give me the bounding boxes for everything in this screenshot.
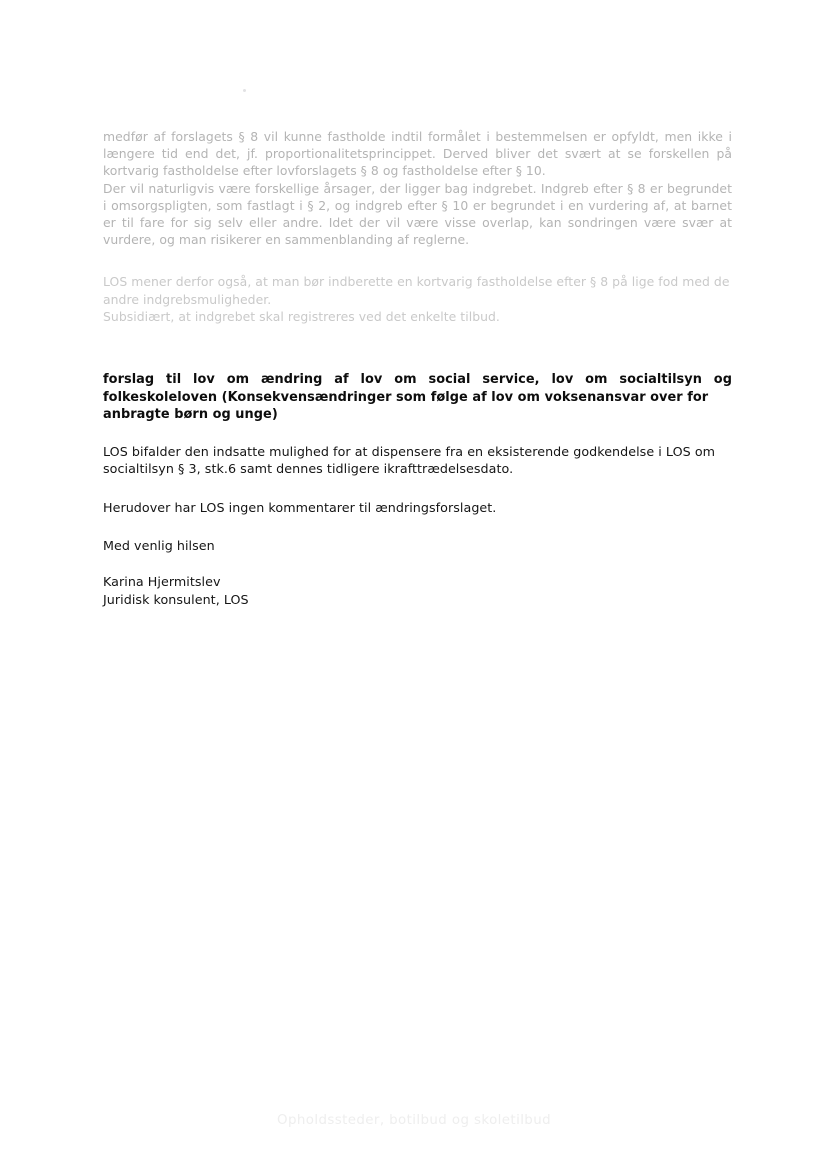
faded-paragraph-group-2 — [103, 273, 732, 325]
vertical-spacer — [103, 424, 732, 443]
document-body — [103, 128, 732, 608]
page-footer-watermark: Opholdssteder, botilbud og skoletilbud — [277, 1113, 551, 1128]
paragraph-los-bifalder: LOS bifalder den indsatte mulighed for at dispensere fra en eksisterende godkendelse i LOS om socialtilsyn § 3, stk.6 samt dennes tidligere ikrafttrædelsesdato. — [103, 443, 716, 477]
signature-title: Juridisk konsulent, LOS — [103, 591, 249, 607]
paragraph-subsidiaert: Subsidiært, at indgrebet skal registreres ved det enkelte tilbud. — [103, 309, 500, 325]
vertical-spacer — [103, 478, 732, 499]
paragraph-medfoer-af-forslagets: medfør af forslagets § 8 vil kunne fastholde indtil formålet i bestemmelsen er opfyldt, men ikke i længere tid end det, jf. proportionalitetsprincippet. Derved bliver det svært at se forskellen på kortvarig fastholdelse efter lovforslagets § 8 og fastholdelse efter § 10. — [103, 129, 732, 179]
faded-paragraph-group-1 — [103, 128, 732, 248]
vertical-spacer — [103, 325, 732, 371]
paragraph-der-vil-naturligvis: Der vil naturligvis være forskellige årsager, der ligger bag indgrebet. Indgreb efter § 8 er begrundet i omsorgspligten, som fastlagt i § 2, og indgreb efter § 10 er begrundet i en vurdering af, at barnet er til fare for sig selv eller andre. Idet der vil være visse overlap, kan sondringen være svær at vurdere, og man risikerer en sammenblanding af reglerne. — [103, 180, 732, 248]
signature-name: Karina Hjermitslev — [103, 574, 221, 590]
signature-block — [103, 573, 732, 608]
scan-artifact-speck — [243, 89, 246, 92]
bill-title-heading — [103, 371, 732, 424]
bill-title-main: forslag til lov om ændring af lov om social service, lov om socialtilsyn og folkeskoleloven (Konsekvensændringer som følge af lov om voksenansvar over for — [103, 372, 732, 405]
vertical-spacer — [103, 516, 732, 537]
bill-title-continuation: anbragte børn og unge) — [103, 407, 278, 423]
paragraph-herudover: Herudover har LOS ingen kommentarer til ændringsforslaget. — [103, 499, 497, 515]
paragraph-los-mener-derfor: LOS mener derfor også, at man bør indberette en kortvarig fastholdelse efter § 8 på lige fod med de andre indgrebsmuligheder. — [103, 274, 730, 307]
vertical-spacer — [103, 554, 732, 573]
closing-salutation: Med venlig hilsen — [103, 538, 215, 554]
